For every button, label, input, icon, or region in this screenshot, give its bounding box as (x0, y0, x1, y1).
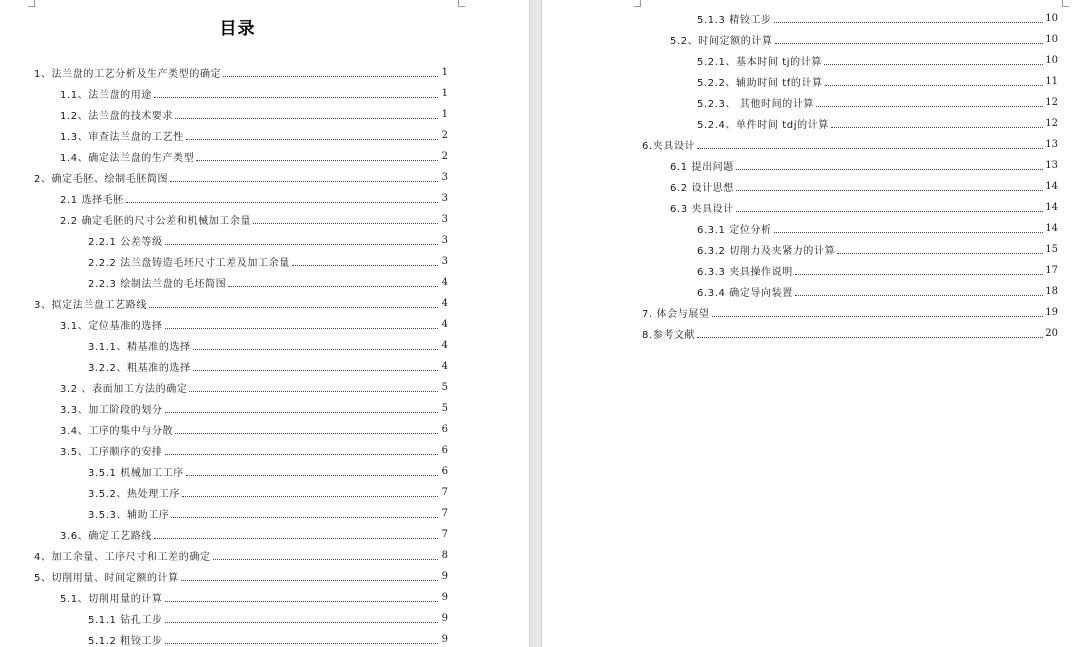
toc-page-number: 13 (1045, 139, 1058, 150)
toc-page-number: 4 (441, 340, 448, 351)
toc-entry[interactable] (0, 314, 448, 335)
toc-page-number: 4 (441, 277, 448, 288)
toc-dot-leader (837, 252, 1043, 254)
toc-dot-leader (149, 306, 438, 308)
toc-entry[interactable] (0, 398, 448, 419)
toc-entry-label: 6.夹具设计 (642, 141, 696, 152)
toc-dot-leader (824, 63, 1043, 65)
toc-entry-label: 3.6、确定工艺路线 (60, 531, 152, 542)
toc-entry-label: 5.1.2 粗铰工步 (88, 636, 163, 647)
toc-page-number: 12 (1045, 97, 1058, 108)
toc-entry[interactable] (0, 524, 448, 545)
toc-dot-leader (182, 495, 438, 497)
toc-page-number: 3 (441, 256, 448, 267)
toc-entry-label: 5.1.3 精铰工步 (697, 15, 772, 26)
toc-entry-label: 1、法兰盘的工艺分析及生产类型的确定 (34, 69, 222, 80)
toc-entry[interactable] (542, 239, 1058, 260)
toc-entry-label: 1.3、审查法兰盘的工艺性 (60, 132, 184, 143)
page-corner-mark (634, 0, 641, 7)
toc-entry-label: 3.2 、表面加工方法的确定 (60, 384, 188, 395)
toc-entry[interactable] (0, 146, 448, 167)
toc-entry[interactable] (0, 566, 448, 587)
toc-entry-label: 8.参考文献 (642, 330, 696, 341)
toc-page-number: 7 (441, 529, 448, 540)
toc-dot-leader (831, 126, 1043, 128)
toc-dot-leader (175, 432, 438, 434)
toc-entry-label: 6.3 夹具设计 (670, 204, 734, 215)
toc-entry[interactable] (0, 419, 448, 440)
toc-entry-label: 3、拟定法兰盘工艺路线 (34, 300, 147, 311)
toc-page-number: 5 (441, 403, 448, 414)
toc-dot-leader (165, 642, 438, 644)
toc-entry-label: 2、确定毛胚、绘制毛胚简图 (34, 174, 169, 185)
toc-entry[interactable] (542, 218, 1058, 239)
toc-page-number: 6 (441, 445, 448, 456)
toc-entry[interactable] (0, 356, 448, 377)
toc-entry-label: 2.2.2 法兰盘铸造毛坯尺寸工差及加工余量 (88, 258, 290, 269)
toc-entry[interactable] (0, 608, 448, 629)
toc-entry-label: 2.1 选择毛胚 (60, 195, 124, 206)
toc-list-right (542, 8, 1058, 344)
toc-entry-label: 1.1、法兰盘的用途 (60, 90, 152, 101)
toc-page-number: 19 (1045, 307, 1058, 318)
toc-dot-leader (223, 75, 438, 77)
toc-entry-label: 6.3.2 切削力及夹紧力的计算 (697, 246, 836, 257)
toc-entry[interactable] (0, 503, 448, 524)
toc-dot-leader (165, 600, 438, 602)
document-page-right (542, 0, 1089, 647)
toc-dot-leader (697, 147, 1043, 149)
toc-dot-leader (774, 231, 1044, 233)
toc-dot-leader (712, 315, 1044, 317)
toc-dot-leader (171, 516, 438, 518)
toc-entry[interactable] (542, 113, 1058, 134)
document-page-left (0, 0, 529, 647)
toc-entry-label: 5.1.1 钻孔工步 (88, 615, 163, 626)
page-corner-mark (1062, 0, 1069, 7)
toc-entry-label: 5.2.2、辅助时间 tf的计算 (697, 78, 823, 89)
toc-page-number: 1 (441, 88, 448, 99)
toc-entry-label: 1.2、法兰盘的技术要求 (60, 111, 174, 122)
toc-page-number: 9 (441, 634, 448, 645)
toc-entry-label: 5.2、时间定额的计算 (670, 36, 773, 47)
toc-entry-label: 3.5.2、热处理工序 (88, 489, 181, 500)
toc-page-number: 10 (1045, 34, 1058, 45)
toc-entry[interactable] (542, 92, 1058, 113)
toc-page-number: 4 (441, 298, 448, 309)
toc-entry-label: 3.1、定位基准的选择 (60, 321, 163, 332)
toc-dot-leader (165, 453, 438, 455)
toc-entry[interactable] (0, 272, 448, 293)
toc-entry-label: 2.2.1 公差等级 (88, 237, 163, 248)
toc-page-number: 15 (1045, 244, 1058, 255)
toc-entry[interactable] (0, 377, 448, 398)
toc-entry-label: 3.3、加工阶段的划分 (60, 405, 163, 416)
toc-entry-label: 3.5.1 机械加工工序 (88, 468, 184, 479)
toc-entry[interactable] (0, 545, 448, 566)
toc-entry-label: 4、加工余量、工序尺寸和工差的确定 (34, 552, 211, 563)
toc-page-number: 3 (441, 235, 448, 246)
toc-entry[interactable] (0, 587, 448, 608)
toc-entry[interactable] (0, 251, 448, 272)
toc-entry[interactable] (0, 629, 448, 647)
toc-page-number: 9 (441, 592, 448, 603)
toc-entry-label: 5.1、切削用量的计算 (60, 594, 163, 605)
page-corner-mark (458, 0, 465, 7)
toc-page-number: 3 (441, 214, 448, 225)
toc-dot-leader (193, 369, 438, 371)
toc-page-number: 7 (441, 508, 448, 519)
toc-dot-leader (697, 336, 1043, 338)
toc-dot-leader (189, 390, 438, 392)
toc-dot-leader (154, 537, 438, 539)
toc-entry-label: 2.2 确定毛胚的尺寸公差和机械加工余量 (60, 216, 252, 227)
toc-entry-label: 5.2.4、单件时间 tdj的计算 (697, 120, 829, 131)
toc-page-number: 4 (441, 361, 448, 372)
toc-dot-leader (126, 201, 438, 203)
toc-entry-label: 1.4、确定法兰盘的生产类型 (60, 153, 195, 164)
toc-dot-leader (213, 558, 438, 560)
toc-dot-leader (736, 210, 1043, 212)
toc-page-number: 18 (1045, 286, 1058, 297)
toc-page-number: 6 (441, 466, 448, 477)
toc-entry[interactable] (542, 197, 1058, 218)
toc-entry-label: 5.2.3、 其他时间的计算 (697, 99, 815, 110)
toc-dot-leader (774, 21, 1044, 23)
toc-dot-leader (775, 42, 1044, 44)
toc-entry[interactable] (542, 155, 1058, 176)
toc-dot-leader (175, 117, 438, 119)
toc-page-number: 1 (441, 109, 448, 120)
toc-dot-leader (228, 285, 438, 287)
toc-entry[interactable] (542, 176, 1058, 197)
toc-entry[interactable] (0, 440, 448, 461)
toc-entry-label: 6.3.1 定位分析 (697, 225, 772, 236)
toc-entry-label: 3.2.2、粗基准的选择 (88, 363, 191, 374)
page-corner-mark (28, 0, 35, 7)
toc-page-number: 1 (441, 67, 448, 78)
toc-page-number: 14 (1045, 202, 1058, 213)
toc-page-number: 3 (441, 172, 448, 183)
toc-dot-leader (292, 264, 438, 266)
toc-entry-label: 5、切削用量、时间定额的计算 (34, 573, 179, 584)
toc-list-left (0, 62, 448, 647)
toc-page-number: 8 (441, 550, 448, 561)
toc-dot-leader (186, 474, 438, 476)
toc-page-number: 5 (441, 382, 448, 393)
toc-page-number: 14 (1045, 223, 1058, 234)
toc-entry[interactable] (0, 230, 448, 251)
toc-entry[interactable] (0, 83, 448, 104)
toc-page-number: 9 (441, 571, 448, 582)
toc-entry[interactable] (0, 335, 448, 356)
toc-page-number: 14 (1045, 181, 1058, 192)
toc-page-number: 9 (441, 613, 448, 624)
toc-dot-leader (186, 138, 438, 140)
toc-dot-leader (736, 189, 1043, 191)
toc-entry-label: 3.1.1、精基准的选择 (88, 342, 191, 353)
toc-page-number: 13 (1045, 160, 1058, 171)
toc-entry[interactable] (0, 209, 448, 230)
toc-dot-leader (196, 159, 438, 161)
toc-dot-leader (795, 273, 1043, 275)
toc-dot-leader (154, 96, 438, 98)
toc-entry[interactable] (542, 8, 1058, 29)
toc-entry[interactable] (0, 62, 448, 83)
toc-entry[interactable] (542, 260, 1058, 281)
toc-page-number: 3 (441, 193, 448, 204)
toc-dot-leader (795, 294, 1043, 296)
toc-entry[interactable] (542, 71, 1058, 92)
toc-entry[interactable] (0, 188, 448, 209)
toc-dot-leader (165, 243, 438, 245)
toc-entry-label: 5.2.1、基本时间 tj的计算 (697, 57, 822, 68)
toc-entry-label: 3.4、工序的集中与分散 (60, 426, 174, 437)
toc-dot-leader (736, 168, 1043, 170)
toc-dot-leader (165, 621, 438, 623)
toc-page-number: 10 (1045, 13, 1058, 24)
toc-page-number: 20 (1045, 328, 1058, 339)
toc-entry-label: 6.3.3 夹具操作说明 (697, 267, 793, 278)
toc-page-number: 12 (1045, 118, 1058, 129)
toc-page-number: 2 (441, 151, 448, 162)
toc-dot-leader (825, 84, 1044, 86)
toc-page-number: 10 (1045, 55, 1058, 66)
toc-entry-label: 3.5.3、辅助工序 (88, 510, 170, 521)
toc-page-number: 6 (441, 424, 448, 435)
toc-page-number: 2 (441, 130, 448, 141)
toc-entry[interactable] (542, 50, 1058, 71)
toc-entry[interactable] (0, 104, 448, 125)
toc-entry[interactable] (542, 281, 1058, 302)
toc-dot-leader (165, 411, 438, 413)
toc-dot-leader (193, 348, 438, 350)
toc-dot-leader (816, 105, 1043, 107)
toc-title: 目录 (219, 19, 256, 39)
toc-entry-label: 2.2.3 绘制法兰盘的毛坯简图 (88, 279, 227, 290)
toc-dot-leader (253, 222, 438, 224)
toc-dot-leader (181, 579, 438, 581)
toc-entry-label: 6.2 设计思想 (670, 183, 734, 194)
toc-dot-leader (165, 327, 438, 329)
toc-entry[interactable] (542, 134, 1058, 155)
toc-dot-leader (170, 180, 438, 182)
toc-entry-label: 6.1 提出问题 (670, 162, 734, 173)
toc-entry-label: 6.3.4 确定导向装置 (697, 288, 793, 299)
toc-page-number: 17 (1045, 265, 1058, 276)
toc-entry[interactable] (0, 125, 448, 146)
toc-entry[interactable] (0, 482, 448, 503)
toc-entry[interactable] (0, 293, 448, 314)
toc-entry[interactable] (542, 29, 1058, 50)
page-gutter (529, 0, 542, 647)
toc-entry[interactable] (542, 302, 1058, 323)
toc-page-number: 7 (441, 487, 448, 498)
toc-entry[interactable] (542, 323, 1058, 344)
toc-entry[interactable] (0, 461, 448, 482)
toc-entry-label: 7. 体会与展望 (642, 309, 710, 320)
toc-entry[interactable] (0, 167, 448, 188)
toc-page-number: 4 (441, 319, 448, 330)
toc-entry-label: 3.5、工序顺序的安排 (60, 447, 163, 458)
toc-page-number: 11 (1045, 76, 1058, 87)
